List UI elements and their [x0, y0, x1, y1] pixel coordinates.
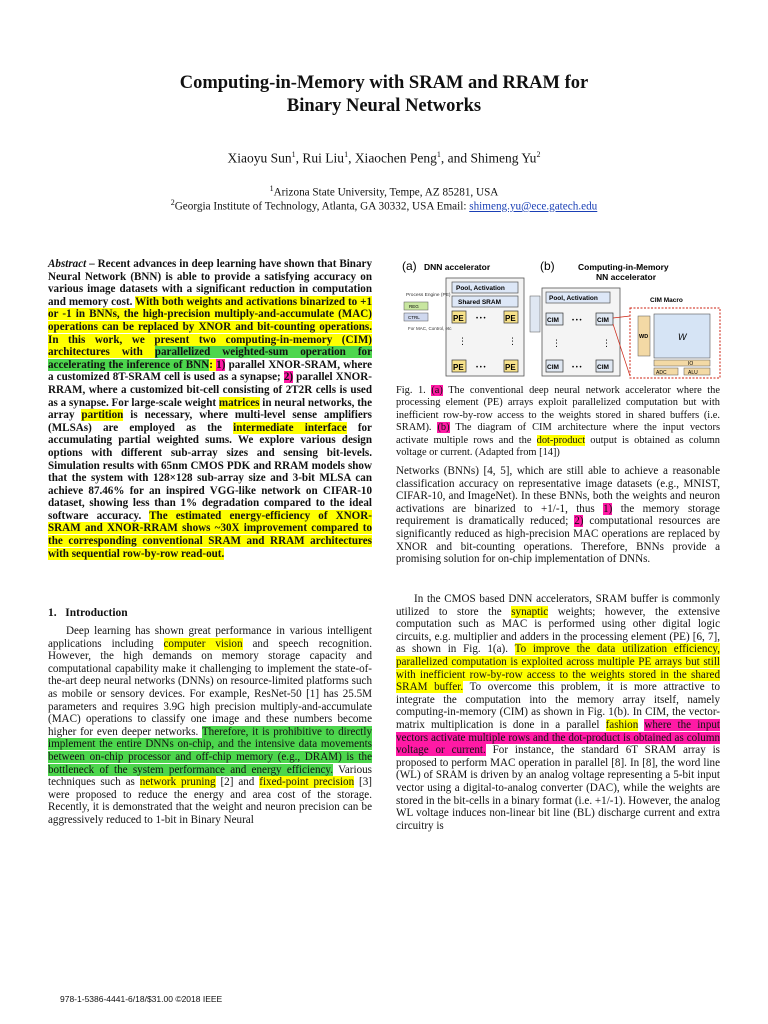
- abstract-text-4: parallel XNOR-RRAM, where a customized bit-cell consisting of 2T2R cells is used as a synapse. For large-scale weight: [48, 371, 372, 409]
- author-3-sup: 1: [436, 150, 441, 159]
- panel-b-label: (b): [540, 259, 555, 273]
- section-heading: [48, 607, 128, 619]
- io-block: [654, 360, 710, 366]
- weight-label: W: [678, 332, 687, 342]
- intro-highlight-2: Therefore, it is prohibitive to directly implement the entire DNNs on-chip, and the intensive data movements between on-chip processor and off-chip memory (e.g., DRAM) is the bottleneck of the system performance and energy efficiency.: [48, 725, 373, 776]
- figure-1-diagram: [400, 256, 726, 380]
- pe-label-2: PE: [505, 314, 516, 323]
- intro-text-5: [3] were proposed to reduce the energy and area cost of the storage. Recently, it is demonstrated that the weight and neuron precision can be aggressively reduced to 1-bit in Binary Neural: [48, 776, 372, 826]
- ctrl-label: CTRL: [408, 315, 420, 320]
- caption-text-1: The conventional deep neural network accelerator where the processing element (PE) arrays exploit parallelized computation but with inefficient row-by-row access to the weights stored in shared buffers (i.e. SRAM).: [396, 385, 720, 434]
- wd-label: WD: [639, 334, 649, 340]
- alu-label: ALU: [688, 370, 698, 376]
- side-buffer-a: [530, 296, 540, 332]
- pool-activation-label-b: Pool, Activation: [549, 295, 598, 302]
- abstract-highlight-2: parallelized weighted-sum operation for accelerating the inference of BNN: [48, 346, 372, 371]
- right2-text-1: In the CMOS based DNN accelerators, SRAM buffer is commonly utilized to store the: [396, 593, 720, 618]
- right1-marker-2: 2): [574, 515, 584, 528]
- author-4: Shimeng Yu: [470, 150, 537, 166]
- intro-text-4: [2] and: [215, 776, 260, 789]
- intro-paragraph: [48, 625, 372, 827]
- abstract-highlight-1: With both weights and activations binarized to +1 or -1 in BNNs, the high-precision multiply-and-accumulate (MAC) operations can be replaced by XNOR and bit-counting operations. In this work, we present two computing-in-memory (CIM) architectures with: [48, 295, 372, 359]
- right1-text-2: the memory storage requirement is dramatically reduced;: [396, 502, 720, 528]
- intro-text-1: Deep learning has shown great performance in various intelligent applications including: [48, 625, 372, 650]
- affiliation-2: [40, 196, 728, 214]
- abstract-lead: Abstract: [48, 258, 87, 270]
- cim-macro-label: CIM Macro: [650, 297, 683, 304]
- caption-text-2: The diagram of CIM architecture where the input vectors activate multiple rows and the: [396, 422, 720, 446]
- title-line-1: Computing-in-Memory with SRAM and RRAM for: [179, 73, 589, 93]
- right1-marker-1: 1): [603, 502, 613, 515]
- figure-caption: [396, 385, 720, 459]
- pe-dots-1: • • •: [476, 316, 486, 322]
- author-2: Rui Liu: [302, 150, 345, 166]
- title-line-2: Binary Neural Networks: [286, 96, 482, 116]
- affiliation-2-sup: 2: [170, 198, 175, 207]
- panel-b-title-2: NN accelerator: [596, 272, 657, 282]
- process-engine-label: Process Engine (PE): [406, 293, 451, 298]
- pe-label-1: PE: [453, 314, 464, 323]
- pe-dots-2: • • •: [476, 365, 486, 371]
- abstract-highlight-4: partition: [81, 409, 124, 422]
- abstract-text-2: :: [209, 358, 217, 371]
- right-paragraph-1: [396, 465, 720, 566]
- abstract-text-3: parallel XNOR-SRAM, where a customized 8T-SRAM cell is used as a synapse;: [48, 358, 373, 384]
- pool-activation-label-a: Pool, Activation: [456, 285, 505, 292]
- email-link[interactable]: shimeng.yu@ece.gatech.edu: [469, 200, 598, 213]
- abstract-highlight-6: The estimated energy-efficiency of XNOR-SRAM and XNOR-RRAM shows ~30X improvement compared to the corresponding conventional SRAM and RRAM architectures with sequential row-by-row read-out.: [48, 509, 372, 560]
- author-1-sup: 1: [291, 150, 296, 159]
- right2-marker-1: where the input vectors activate multiple rows and the dot-product is obtained as column voltage or current.: [396, 718, 720, 757]
- affiliation-1-sup: 1: [269, 184, 274, 193]
- cim-label-3: CIM: [547, 364, 559, 371]
- pe-label-4: PE: [505, 363, 516, 372]
- reg-label: REG: [409, 304, 419, 309]
- right2-highlight-3: fashion: [605, 718, 639, 731]
- intro-text-2: and speech recognition. However, the high demands on memory storage capacity and computational capability make it challenging to implement the state-of-the-art deep neural networks (DNNs) on resource-limited platforms such as mobile or sensory devices. For example, ResNet-50 [1] has 25.5M parameters and requires 3.9G high precision multiply-and-accumulate (MAC) operations to classify one image and these numbers become higher for even deeper networks.: [48, 637, 372, 738]
- right2-text-3: To overcome this problem, it is more attractive to integrate the computation into the memory array itself, namely computing-in-memory (CIM) as shown in Fig. 1(b). In CIM, the vector-matrix multiplication is done in a parallel: [396, 681, 721, 731]
- author-1: Xiaoyu Sun: [227, 150, 292, 166]
- for-mac-label: For MAC, Control, etc: [408, 326, 452, 331]
- abstract-marker-1: 1): [216, 358, 226, 371]
- right1-text-3: computational resources are significantly reduced as high-precision MAC operations are replaced by XNOR and bit-counting operations. Therefore, BNNs provide a promising solution for on-chip implementation of DNNs.: [396, 515, 721, 566]
- cim-dots-2: • • •: [572, 365, 582, 371]
- author-list: Xiaoyu Sun$^1$, Rui Liu$^1$, Xiaochen Peng$^1$, and Shimeng Yu$^2$: [227, 150, 541, 166]
- abstract-text-7: for accumulating partial weighted sums. We explore various design options with different sub-array sizes and sensing bit-levels. Simulation results with 65nm CMOS PDK and RRAM models show that the system with 128×128 sub-array size and 3-bit MLSA can achieve 87.46% for an inspired VGG-like network on CIFAR-10 dataset, showing less than 1% degradation compared to the ideal software accuracy.: [48, 421, 372, 522]
- paper-title: [40, 72, 728, 118]
- right1-text-1: Networks (BNNs) [4, 5], which are still able to achieve a reasonable classification accuracy on representative image datasets (e.g., MNIST, CIFAR-10, and ImageNet). In these BNNs, both the weights and neuron activations are binarized to +1/-1, thus: [396, 465, 720, 515]
- abstract: [48, 258, 372, 560]
- intro-highlight-4: fixed-point precision: [259, 776, 355, 789]
- intro-highlight-3: network pruning: [139, 776, 216, 789]
- shared-sram-label: Shared SRAM: [458, 299, 501, 306]
- cim-vdots-1: ⋮: [552, 338, 561, 348]
- right-paragraph-2: [396, 593, 720, 832]
- panel-a-label: (a): [402, 259, 417, 273]
- cim-vdots-2: ⋮: [602, 338, 611, 348]
- cim-label-2: CIM: [597, 317, 609, 324]
- intro-highlight-1: computer vision: [163, 637, 243, 650]
- caption-text-3: output is obtained as column voltage or current. (Adapted from [14]): [396, 434, 721, 459]
- caption-label: Fig. 1.: [396, 385, 432, 396]
- right2-highlight-1: synaptic: [511, 605, 549, 618]
- abstract-dash: –: [86, 258, 98, 270]
- caption-marker-b: (b): [437, 422, 450, 434]
- pe-vdots-2: ⋮: [508, 336, 517, 346]
- author-3: Xiaochen Peng: [354, 150, 437, 166]
- cim-dots-1: • • •: [572, 318, 582, 324]
- abstract-highlight-3: matrices: [218, 396, 260, 409]
- copyright-footer: 978-1-5386-4441-6/18/$31.00 ©2018 IEEE: [60, 994, 223, 1004]
- pe-vdots-1: ⋮: [458, 336, 467, 346]
- abstract-text-6: is necessary, where multi-level sense amplifiers (MLSAs) are employed as the: [48, 409, 373, 434]
- io-label: IO: [688, 361, 694, 367]
- cim-label-1: CIM: [547, 317, 559, 324]
- panel-b-title-1: Computing-in-Memory: [578, 262, 669, 272]
- section-title: Introduction: [65, 607, 128, 619]
- caption-marker-a: (a): [431, 385, 443, 396]
- right2-highlight-2: To improve the data utilization efficiency, parallelized computation is exploited across multiple PE arrays but still with inefficient row-by-row access to the weights stored in the shared SRAM buffer.: [396, 643, 720, 694]
- intro-text-3: Various techniques such as: [48, 763, 372, 789]
- pe-label-3: PE: [453, 363, 464, 372]
- cim-label-4: CIM: [597, 364, 609, 371]
- abstract-text-1: Recent advances in deep learning have shown that Binary Neural Network (BNN) is able to provide a satisfying accuracy on various image datasets with a significant reduction in computation and memory cost.: [48, 258, 372, 308]
- abstract-text-5: in neural networks, the array: [48, 396, 373, 422]
- figure-1: [400, 256, 726, 380]
- caption-highlight-1: dot-product: [536, 434, 586, 446]
- right2-text-2: weights; however, the extensive computation such as MAC is performed using other digital logic circuits, e.g. multiplier and adders in the processing element (PE) [6, 7], as shown in Fig. 1(a).: [396, 605, 720, 656]
- affiliation-1-text: Arizona State University, Tempe, AZ 85281, USA: [273, 186, 499, 199]
- abstract-marker-2: 2): [283, 371, 294, 384]
- author-4-sup: 2: [536, 150, 541, 159]
- affiliation-2-text: Georgia Institute of Technology, Atlanta, GA 30332, USA Email:: [174, 200, 470, 213]
- author-2-sup: 1: [344, 150, 349, 159]
- abstract-highlight-5: intermediate interface: [233, 421, 347, 434]
- panel-a-title: DNN accelerator: [424, 262, 491, 272]
- section-number: 1.: [48, 607, 57, 619]
- adc-label: ADC: [656, 370, 667, 376]
- right2-text-5: For instance, the standard 6T SRAM array is proposed to perform MAC operation in parallel [8]. In [8], the word line (WL) of SRAM is driven by an analog voltage representing a 5-bit input vector using a digital-to-analog converter (DAC), while the weights are stored in the bit-cells in a binary format (i.e. +1/-1). However, the analog WL voltage induces non-linear bit line (BL) discharge current and extra circuitry is: [396, 744, 720, 832]
